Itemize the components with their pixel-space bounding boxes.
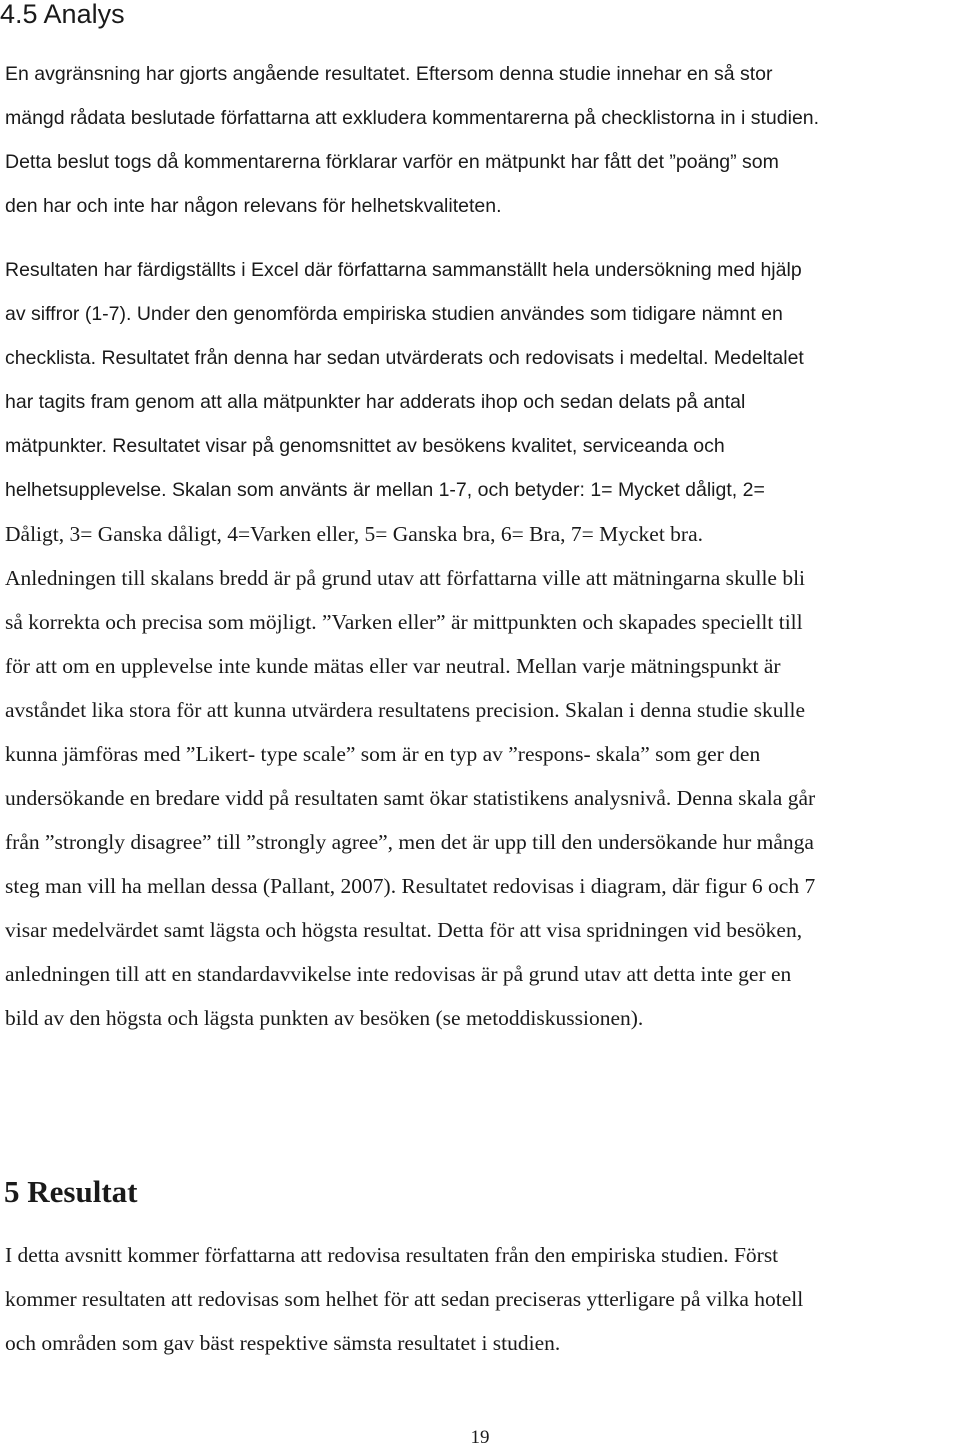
text-line: av siffror (1-7). Under den genomförda empiriska studien användes som tidigare nämnt en xyxy=(5,303,783,325)
section-heading-resultat: 5 Resultat xyxy=(4,1174,138,1209)
paragraph-delimitation xyxy=(5,52,960,228)
text-line: har tagits fram genom att alla mätpunkter har adderats ihop och sedan delats på antal xyxy=(5,391,746,413)
paragraph-excel-results xyxy=(5,248,960,512)
text-line: mängd rådata beslutade författarna att exkludera kommentarerna på checklistorna in i studien. xyxy=(5,107,820,129)
paragraph-results-intro xyxy=(5,1233,960,1365)
text-line: så korrekta och precisa som möjligt. ”Varken eller” är mittpunkten och skapades speciellt till xyxy=(5,610,803,634)
text-line: från ”strongly disagree” till ”strongly agree”, men det är upp till den undersökande hur många xyxy=(5,830,814,854)
text-line: bild av den högsta och lägsta punkten av besöken (se metoddiskussionen). xyxy=(5,1006,644,1030)
page-number: 19 xyxy=(470,1427,490,1448)
text-line: Dåligt, 3= Ganska dåligt, 4=Varken eller, 5= Ganska bra, 6= Bra, 7= Mycket bra. xyxy=(5,522,704,546)
text-line: mätpunkter. Resultatet visar på genomsnittet av besökens kvalitet, serviceanda och xyxy=(5,435,725,457)
text-line: avståndet lika stora för att kunna utvärdera resultatens precision. Skalan i denna studie skulle xyxy=(5,698,806,722)
text-line: steg man vill ha mellan dessa (Pallant, 2007). Resultatet redovisas i diagram, där figur 6 och 7 xyxy=(5,874,816,898)
text-line: Resultaten har färdigställts i Excel där författarna sammanställt hela undersökning med hjälp xyxy=(5,259,802,281)
text-line: för att om en upplevelse inte kunde mätas eller var neutral. Mellan varje mätningspunkt är xyxy=(5,654,781,678)
text-line: kunna jämföras med ”Likert- type scale” som är en typ av ”respons- skala” som ger den xyxy=(5,742,761,766)
text-line: Detta beslut togs då kommentarerna förklarar varför en mätpunkt har fått det ”poäng” som xyxy=(5,151,779,173)
text-line: Anledningen till skalans bredd är på grund utav att författarna ville att mätningarna skulle bli xyxy=(5,566,806,590)
paragraph-scale-description xyxy=(5,512,960,1040)
text-line: I detta avsnitt kommer författarna att redovisa resultaten från den empiriska studien. Först xyxy=(5,1243,779,1267)
text-line: den har och inte har någon relevans för helhetskvaliteten. xyxy=(5,195,502,217)
text-line: checklista. Resultatet från denna har sedan utvärderats och redovisats i medeltal. Medeltalet xyxy=(5,347,804,369)
text-line: och områden som gav bäst respektive sämsta resultatet i studien. xyxy=(5,1331,561,1355)
text-line: En avgränsning har gjorts angående resultatet. Eftersom denna studie innehar en så stor xyxy=(5,63,773,85)
section-heading-analys: 4.5 Analys xyxy=(0,0,125,29)
text-line: anledningen till att en standardavvikelse inte redovisas är på grund utav att detta inte ger en xyxy=(5,962,792,986)
text-line: helhetsupplevelse. Skalan som använts är mellan 1-7, och betyder: 1= Mycket dåligt, 2= xyxy=(5,479,765,501)
text-line: kommer resultaten att redovisas som helhet för att sedan preciseras ytterligare på vilka hotell xyxy=(5,1287,804,1311)
text-line: undersökande en bredare vidd på resultaten samt ökar statistikens analysnivå. Denna skala går xyxy=(5,786,816,810)
text-line: visar medelvärdet samt lägsta och högsta resultat. Detta för att visa spridningen vid besöken, xyxy=(5,918,803,942)
